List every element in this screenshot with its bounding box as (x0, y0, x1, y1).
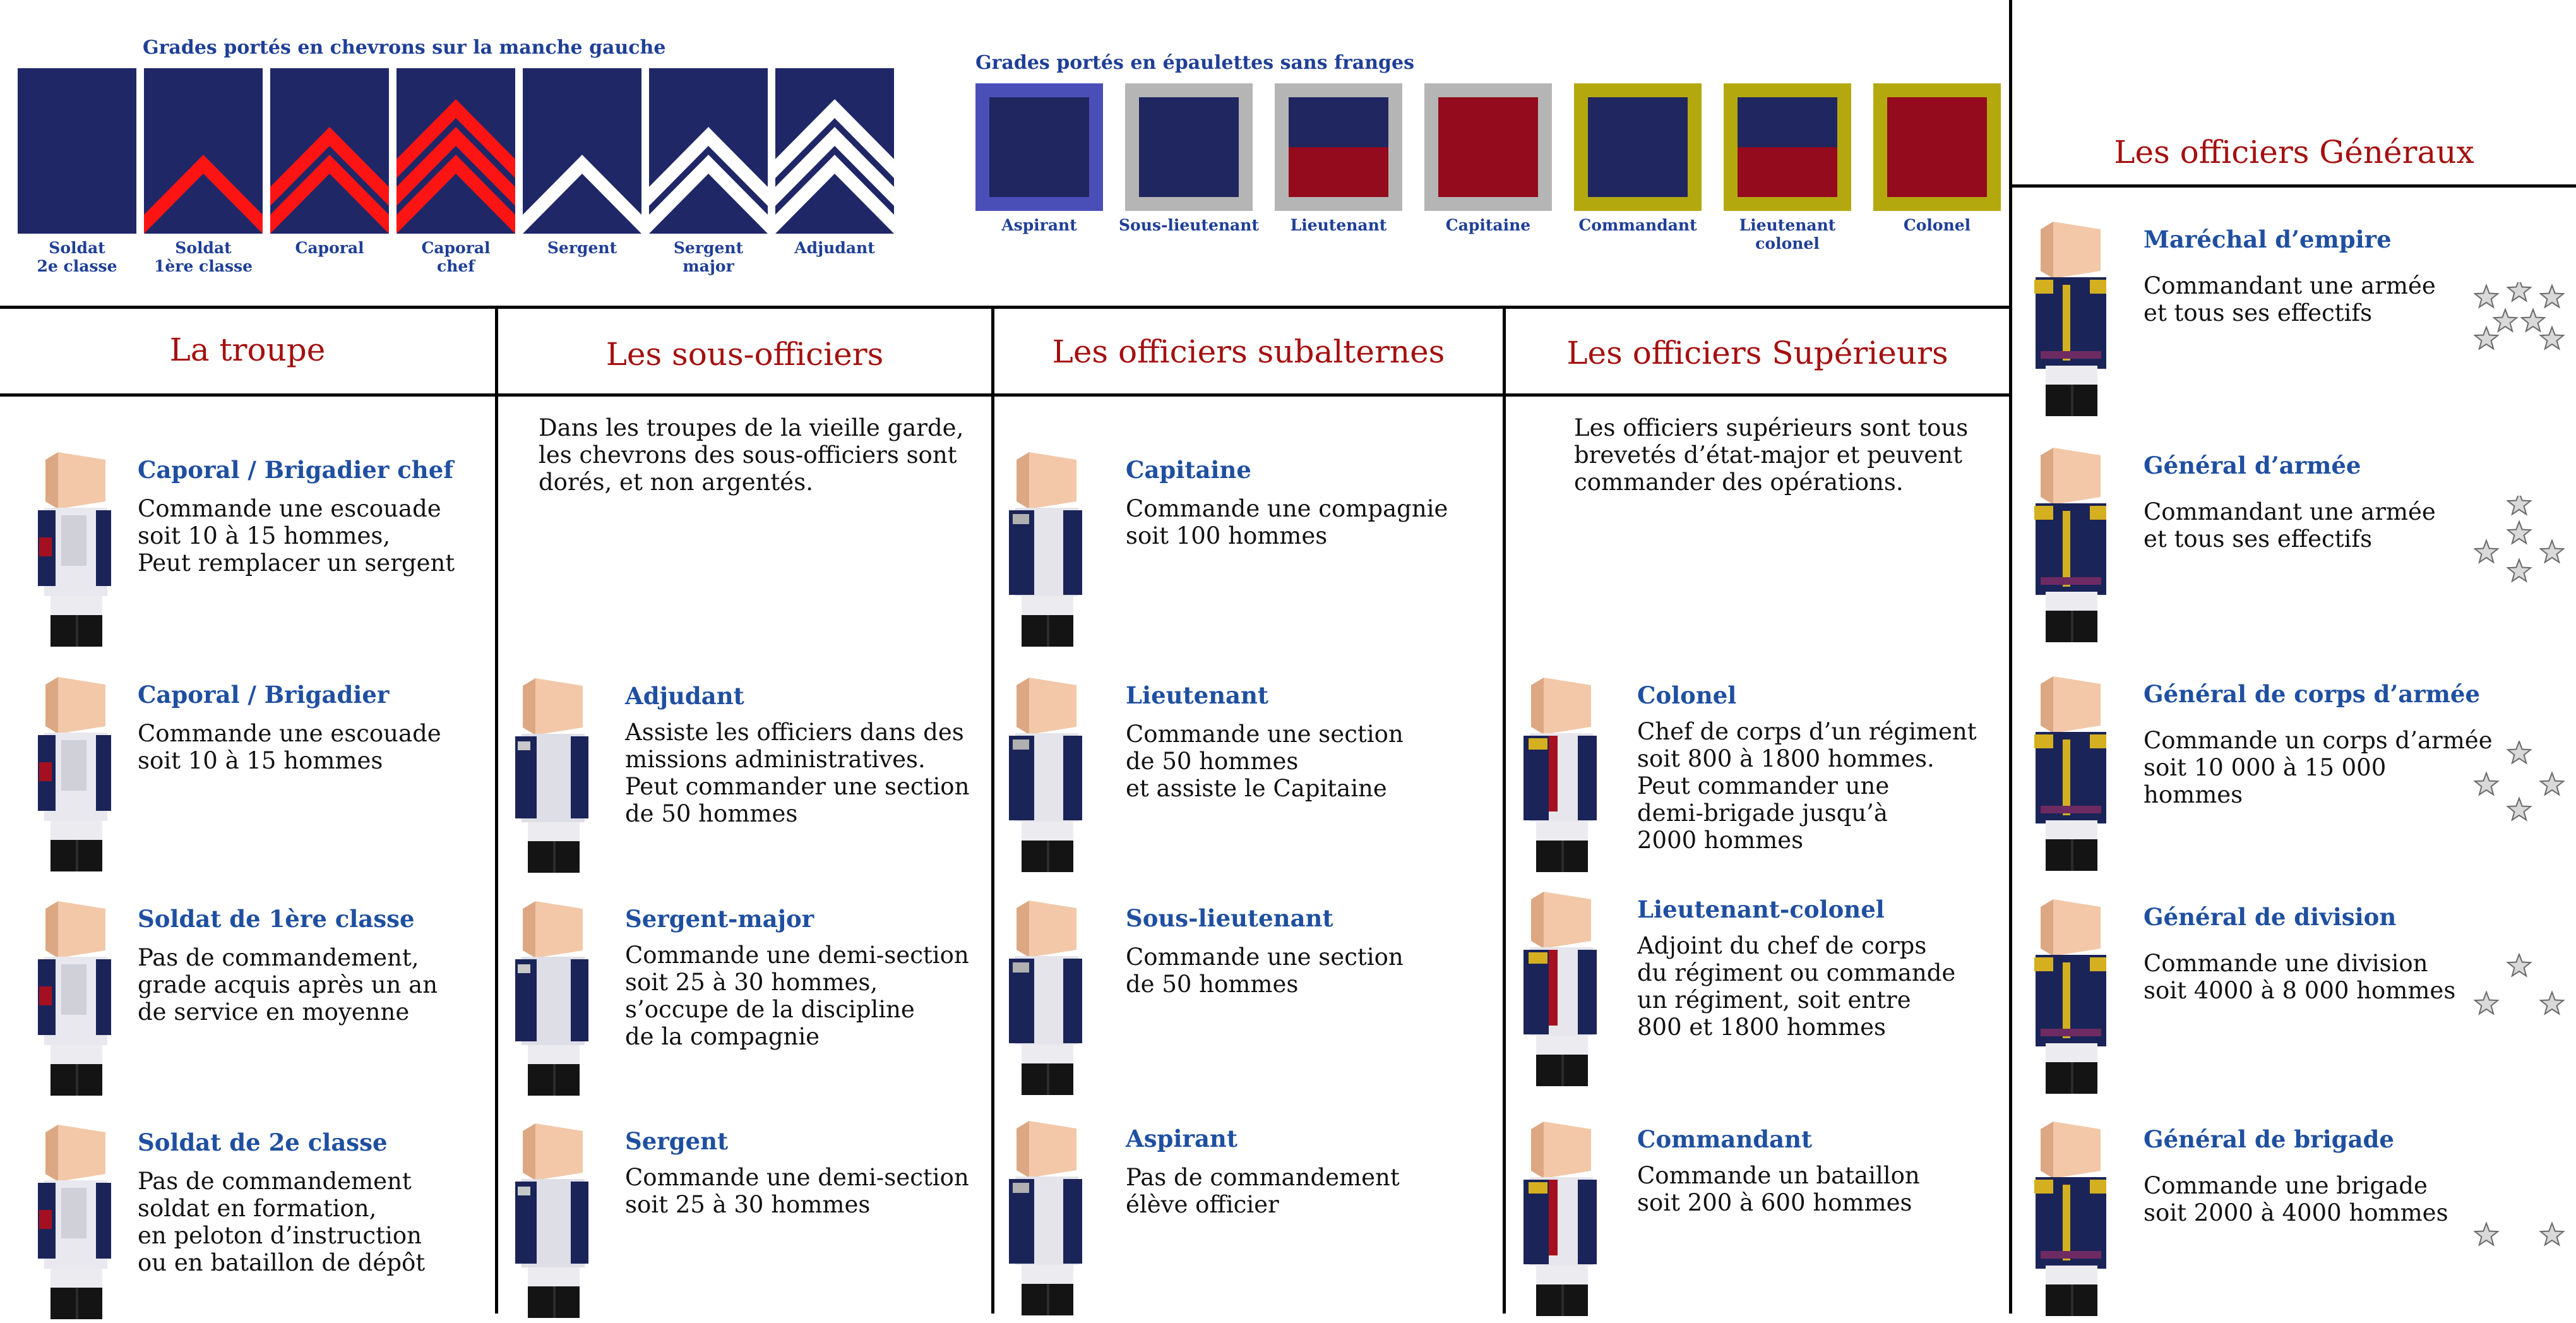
chevron-label-5: Sergent major (673, 239, 744, 275)
general-star (2541, 992, 2563, 1014)
troupe-title-0: Caporal / Brigadier chef (138, 456, 454, 484)
subalternes-title-1: Lieutenant (1126, 681, 1269, 709)
superieurs-desc-0: Chef de corps d’un régiment soit 800 à 1800 hommes. Peut commander une demi-brigade jusqu’à 2000 hommes (1637, 718, 1977, 854)
epaulette-label-3: Capitaine (1445, 216, 1531, 234)
sous_officiers-desc-2: Commande une demi-section soit 25 à 30 hommes (625, 1164, 969, 1218)
general-star (2508, 282, 2531, 301)
troupe-figure-3 (33, 1125, 115, 1320)
general-star (2508, 798, 2531, 820)
generaux-stars-2 (2474, 741, 2568, 829)
divider-horizontal-headers (0, 393, 2011, 397)
sous_officiers-title-0: Adjudant (625, 682, 744, 710)
general-star (2475, 773, 2498, 794)
sous_officiers-title-2: Sergent (625, 1127, 729, 1155)
section-title-sous-officiers: Les sous-officiers (605, 336, 884, 373)
chevron-insignia-6 (775, 68, 894, 234)
general-star (2541, 285, 2563, 307)
troupe-desc-2: Pas de commandement, grade acquis après un an de service en moyenne (138, 944, 438, 1026)
troupe-figure-2 (33, 901, 115, 1097)
divider-col-1 (495, 306, 498, 1314)
epaulette-label-5: Lieutenant colonel (1739, 216, 1836, 253)
superieurs-desc-2: Commande un bataillon soit 200 à 600 hommes (1637, 1162, 1920, 1216)
epaulette-swatch-5 (1724, 83, 1851, 211)
epaulette-insignia-6 (1873, 83, 2001, 211)
epaulette-insignia-1 (1125, 83, 1253, 211)
superieurs-figure-2 (1518, 1122, 1601, 1317)
epaulette-label-1: Sous-lieutenant (1119, 216, 1259, 234)
superieurs-title-2: Commandant (1637, 1125, 1813, 1153)
epaulette-insignia-4 (1574, 83, 1702, 211)
subalternes-desc-3: Pas de commandement élève officier (1126, 1164, 1400, 1218)
chevron-insignia-1 (144, 68, 263, 234)
section-title-generaux: Les officiers Généraux (2114, 134, 2474, 171)
superieurs-figure-0 (1518, 678, 1601, 873)
subalternes-figure-1 (1004, 678, 1086, 873)
sous_officiers-figure-1 (510, 901, 592, 1097)
generaux-stars-0 (2474, 282, 2568, 371)
epaulette-label-6: Colonel (1903, 216, 1971, 234)
general-star (2541, 327, 2563, 349)
intro-superieurs: Les officiers supérieurs sont tous brevetés d’état-major et peuvent commander des opérations. (1574, 414, 1969, 496)
general-star (2541, 541, 2563, 562)
subalternes-desc-1: Commande une section de 50 hommes et assiste le Capitaine (1126, 721, 1404, 802)
chevron-insignia-0 (18, 68, 136, 234)
general-star (2508, 522, 2531, 543)
generaux-figure-2 (2028, 676, 2110, 872)
epaulette-insignia-5 (1724, 83, 1851, 211)
superieurs-figure-1 (1518, 892, 1601, 1087)
general-star (2475, 327, 2498, 349)
chevron-label-2: Caporal (295, 239, 364, 257)
generaux-desc-1: Commandant une armée et tous ses effectifs (2144, 498, 2436, 553)
general-star (2508, 954, 2531, 976)
epaulette-swatch-3 (1424, 83, 1552, 211)
troupe-desc-3: Pas de commandement soldat en formation, en peloton d’instruction ou en bataillon de dépôt (138, 1168, 426, 1276)
subalternes-figure-0 (1004, 452, 1086, 648)
chevron-swatch-0 (18, 68, 136, 234)
troupe-title-1: Caporal / Brigadier (138, 681, 390, 709)
generaux-desc-2: Commande un corps d’armée soit 10 000 à 15 000 hommes (2144, 727, 2493, 808)
troupe-desc-1: Commande une escouade soit 10 à 15 hommes (138, 720, 441, 774)
section-title-superieurs: Les officiers Supérieurs (1566, 335, 1948, 371)
divider-vertical-legend (2009, 0, 2012, 1314)
divider-col-2 (991, 306, 994, 1314)
generaux-stars-1 (2474, 496, 2568, 584)
chevron-swatch-1 (144, 68, 263, 234)
epaulette-swatch-1 (1125, 83, 1253, 211)
chevron-label-1: Soldat 1ère classe (153, 239, 253, 275)
epaulette-swatch-0 (975, 83, 1103, 211)
chevron-insignia-2 (270, 68, 389, 234)
generaux-stars-3 (2474, 954, 2568, 1042)
chevron-label-6: Adjudant (794, 239, 875, 257)
divider-horizontal-top (0, 306, 2011, 309)
chevron-label-3: Caporal chef (421, 239, 491, 275)
subalternes-title-3: Aspirant (1126, 1125, 1237, 1152)
generaux-desc-3: Commande une division soit 4000 à 8 000 hommes (2144, 950, 2456, 1004)
chevrons-legend-title: Grades portés en chevrons sur la manche gauche (143, 37, 666, 59)
subalternes-desc-2: Commande une section de 50 hommes (1126, 943, 1404, 998)
generaux-title-1: Général d’armée (2144, 452, 2361, 479)
divider-col-3 (1503, 306, 1506, 1314)
general-star (2508, 560, 2531, 581)
divider-horizontal-generaux (2012, 184, 2576, 188)
chevron-swatch-3 (397, 68, 515, 234)
subalternes-title-0: Capitaine (1126, 456, 1251, 484)
general-star (2541, 1223, 2563, 1245)
generaux-title-0: Maréchal d’empire (2144, 225, 2392, 253)
generaux-figure-3 (2028, 899, 2110, 1095)
generaux-figure-0 (2028, 222, 2110, 417)
chevron-label-4: Sergent (547, 239, 617, 257)
subalternes-figure-2 (1004, 901, 1086, 1096)
epaulette-label-2: Lieutenant (1290, 216, 1387, 234)
superieurs-desc-1: Adjoint du chef de corps du régiment ou commande un régiment, soit entre 800 et 1800 hommes (1637, 932, 1956, 1041)
subalternes-figure-3 (1004, 1121, 1086, 1317)
superieurs-title-0: Colonel (1637, 681, 1737, 709)
troupe-figure-0 (33, 452, 115, 648)
chevron-insignia-3 (397, 68, 515, 234)
generaux-figure-1 (2028, 448, 2110, 644)
sous_officiers-figure-2 (510, 1123, 592, 1319)
general-star (2475, 992, 2498, 1014)
chevron-insignia-4 (523, 68, 641, 234)
subalternes-desc-0: Commande une compagnie soit 100 hommes (1126, 495, 1448, 549)
section-title-subalternes: Les officiers subalternes (1052, 333, 1445, 370)
intro-sous-officiers: Dans les troupes de la vieille garde, les chevrons des sous-officiers sont dorés, et non argentés. (539, 414, 964, 496)
epaulette-label-4: Commandant (1578, 216, 1697, 234)
generaux-stars-4 (2474, 1191, 2568, 1279)
superieurs-title-1: Lieutenant-colonel (1637, 895, 1885, 923)
troupe-figure-1 (33, 677, 115, 873)
epaulette-insignia-2 (1275, 83, 1402, 211)
epaulette-swatch-4 (1574, 83, 1702, 211)
sous_officiers-desc-0: Assiste les officiers dans des missions administratives. Peut commander une section de 50 hommes (625, 719, 970, 827)
generaux-desc-4: Commande une brigade soit 2000 à 4000 hommes (2144, 1172, 2448, 1226)
general-star (2508, 496, 2531, 514)
chevron-swatch-2 (270, 68, 389, 234)
generaux-title-2: Général de corps d’armée (2144, 680, 2481, 708)
epaulettes-legend-title: Grades portés en épaulettes sans franges (975, 52, 1414, 74)
generaux-title-4: Général de brigade (2144, 1125, 2394, 1153)
general-star (2475, 1223, 2498, 1245)
general-star (2475, 541, 2498, 562)
epaulette-swatch-6 (1873, 83, 2001, 211)
troupe-title-3: Soldat de 2e classe (138, 1128, 388, 1156)
epaulette-insignia-3 (1424, 83, 1552, 211)
generaux-title-3: Général de division (2144, 903, 2397, 931)
general-star (2522, 309, 2544, 331)
chevron-insignia-5 (649, 68, 768, 234)
troupe-desc-0: Commande une escouade soit 10 à 15 hommes, Peut remplacer un sergent (138, 495, 455, 577)
section-title-troupe: La troupe (169, 332, 326, 368)
generaux-desc-0: Commandant une armée et tous ses effectifs (2144, 272, 2436, 326)
troupe-title-2: Soldat de 1ère classe (138, 905, 415, 933)
general-star (2541, 773, 2563, 794)
general-star (2508, 741, 2531, 763)
chevron-swatch-6 (775, 68, 894, 234)
sous_officiers-desc-1: Commande une demi-section soit 25 à 30 hommes, s’occupe de la discipline de la compagnie (625, 942, 969, 1050)
chevron-label-0: Soldat 2e classe (37, 239, 117, 275)
chevron-swatch-4 (523, 68, 641, 234)
subalternes-title-2: Sous-lieutenant (1126, 904, 1333, 932)
general-star (2475, 285, 2498, 307)
sous_officiers-figure-0 (510, 678, 592, 874)
general-star (2494, 309, 2517, 331)
epaulette-swatch-2 (1275, 83, 1402, 211)
generaux-figure-4 (2028, 1122, 2110, 1317)
sous_officiers-title-1: Sergent-major (625, 905, 814, 933)
epaulette-insignia-0 (975, 83, 1103, 211)
chevron-swatch-5 (649, 68, 768, 234)
epaulette-label-0: Aspirant (1001, 216, 1077, 234)
